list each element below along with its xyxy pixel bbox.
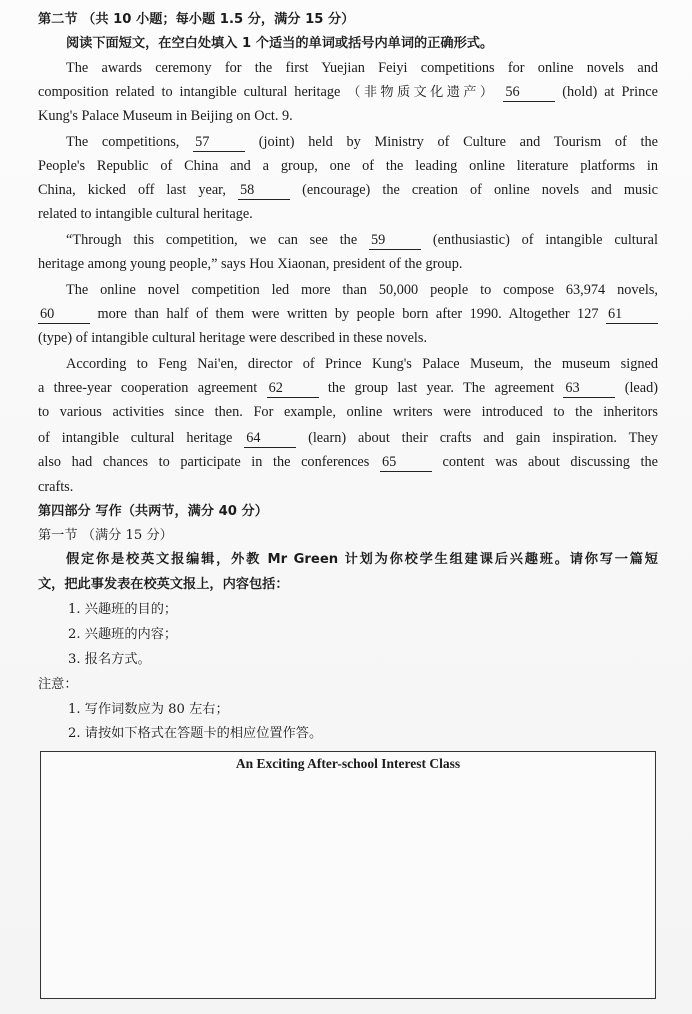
passage-line <box>66 228 658 252</box>
text: (encourage) the creation of online novels and music <box>302 182 658 198</box>
text: (joint) held by Ministry of Culture and Tourism of the <box>258 134 658 150</box>
passage-line: heritage among young people,” says Hou Xiaonan, president of the group. <box>38 256 463 272</box>
text: more than half of them were written by people born after 1990. Altogether 127 <box>97 306 599 322</box>
part-heading: 第四部分 写作（共两节，满分 40 分） <box>38 504 268 519</box>
blank-60[interactable]: 60 <box>38 306 90 324</box>
blank-61[interactable]: 61 <box>606 306 658 324</box>
passage-line <box>38 80 658 105</box>
blank-64[interactable]: 64 <box>244 430 296 448</box>
passage-line <box>38 302 658 326</box>
text: China, kicked off last year, <box>38 182 226 198</box>
text: of intangible cultural heritage <box>38 430 233 446</box>
text: (lead) <box>624 380 659 396</box>
blank-56[interactable]: 56 <box>503 84 555 102</box>
passage-line <box>38 426 658 450</box>
blank-59[interactable]: 59 <box>369 232 421 250</box>
text: (learn) about their crafts and gain inspiration. They <box>308 430 658 446</box>
passage-line <box>38 376 658 400</box>
blank-57[interactable]: 57 <box>193 134 245 152</box>
answer-box[interactable] <box>40 751 656 999</box>
note-item: 1. 写作词数应为 80 左右； <box>68 702 229 717</box>
blank-62[interactable]: 62 <box>267 380 319 398</box>
text: the group last year. The agreement <box>327 380 555 396</box>
text: (hold) at Prince <box>562 84 658 100</box>
text: also had chances to participate in the conferences <box>38 454 370 470</box>
writing-prompt-line: 假定你是校英文报编辑，外教 Mr Green 计划为你校学生组建课后兴趣班。请你写一篇短 <box>66 552 658 567</box>
content-item: 2. 兴趣班的内容； <box>68 627 178 642</box>
passage-line <box>38 178 658 202</box>
passage-line: The online novel competition led more than 50,000 people to compose 63,974 novels, <box>66 282 658 298</box>
passage-line: Kung's Palace Museum in Beijing on Oct. 9. <box>38 108 293 124</box>
text: content was about discussing the <box>442 454 659 470</box>
blank-63[interactable]: 63 <box>563 380 615 398</box>
notes-label: 注意： <box>38 677 78 692</box>
passage-line: People's Republic of China and a group, one of the leading online literature platforms in <box>38 158 658 174</box>
text: “Through this competition, we can see the <box>66 232 358 248</box>
blank-65[interactable]: 65 <box>380 454 432 472</box>
text: (enthusiastic) of intangible cultural <box>432 232 658 248</box>
passage-line: (type) of intangible cultural heritage were described in these novels. <box>38 330 428 346</box>
section-heading: 第二节 （共 10 小题；每小题 1.5 分，满分 15 分） <box>38 12 355 27</box>
content-item: 1. 兴趣班的目的； <box>68 602 178 617</box>
section-instruction: 阅读下面短文，在空白处填入 1 个适当的单词或括号内单词的正确形式。 <box>66 36 494 51</box>
text: The competitions, <box>66 134 180 150</box>
passage-line: According to Feng Nai'en, director of Prince Kung's Palace Museum, the museum signed <box>66 356 658 372</box>
text-chinese-gloss: （非物质文化遗产） <box>347 85 497 100</box>
passage-line: The awards ceremony for the first Yuejian Feiyi competitions for online novels and <box>66 60 658 76</box>
content-item: 3. 报名方式。 <box>68 652 151 667</box>
answer-box-title: An Exciting After-school Interest Class <box>235 756 461 771</box>
passage-line: related to intangible cultural heritage. <box>38 206 253 222</box>
passage-line: to various activities since then. For example, online writers were introduced to the inheritors <box>38 404 658 420</box>
text: composition related to intangible cultural heritage <box>38 84 341 100</box>
passage-line <box>66 130 658 154</box>
passage-line: crafts. <box>38 479 74 495</box>
blank-58[interactable]: 58 <box>238 182 290 200</box>
section-heading: 第一节 （满分 15 分） <box>38 528 173 543</box>
text: a three-year cooperation agreement <box>38 380 258 396</box>
writing-prompt-line: 文，把此事发表在校英文报上，内容包括： <box>38 577 289 592</box>
passage-line <box>38 450 658 474</box>
note-item: 2. 请按如下格式在答题卡的相应位置作答。 <box>68 726 323 741</box>
